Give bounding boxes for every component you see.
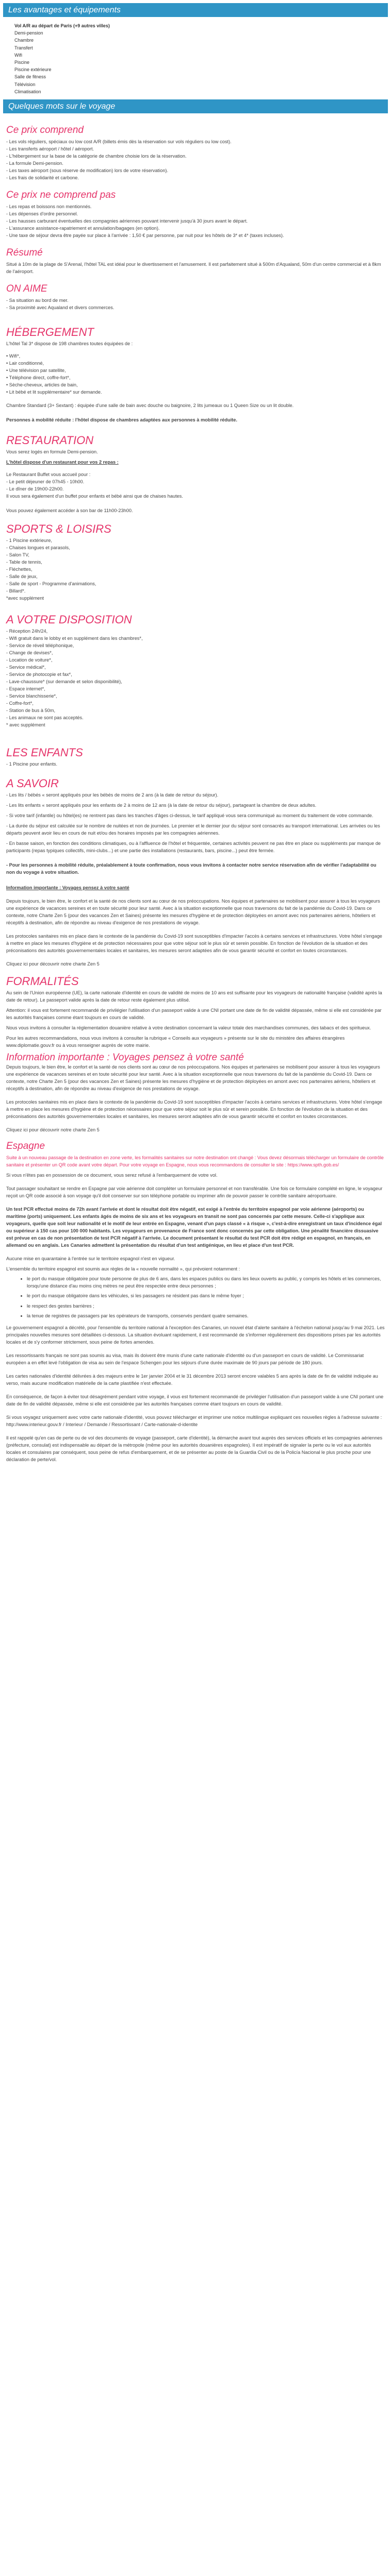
espagne-p4: Un test PCR effectué moins de 72h avant l'arrivée et dont le résultat doit être négatif, est exigé à l'entrée du territoire espagnol par voie aérienne (aéroports) ou maritime (ports) uniquement. Les enfants âgés de moins de six ans et les voyageurs en transit ne sont pas concernés par cette mesure. Celle-ci s'applique aux voyageurs, quelle que soit leur nationalité et le motif de leur entrée en Espagne, venant d'un pays classé « à risque », c'est-à-dire enregistrant un taux d'incidence égal ou supérieur à 150 cas pour 100 000 habitants. Les voyageurs en provenance de France sont donc concernés par cette obligation. Une pénalité financière dissuasive est prévue en cas de non présentation de test PCR négatif à l'arrivée. Le document présentant le résultat du test PCR doit être rédigé en espagnol, en français, en allemand ou en anglais. Les Canaries admettent la présentation du résultat d'un test antigénique, en lieu et place d'un test PCR. [6,1207,382,1248]
prix-compris-line: - Les transferts aéroport / hôtel / aéroport. [6,146,94,152]
prix-non-line: - Les hausses carburant éventuelles des compagnies aériennes pouvant intervenir jusqu'à 30 jours avant le départ. [6,218,248,224]
espagne-p9: Les cartes nationales d'identité délivrées à des majeurs entre le 1er janvier 2004 et le 31 décembre 2013 seront encore valables 5 ans après la date de fin de validité indiquée au verso, mais aucune modification matérielle de la carte plastifiée n'est effectuée. [6,1373,378,1386]
equipement-item: Télévision [14,81,36,87]
restauration-line: - Le dîner de 19h00-22h00. [6,486,64,492]
espagne-p5: Aucune mise en quarantaine à l'entrée sur le territoire espagnol n'est en vigueur. [6,1256,175,1262]
equipements-block [0,17,391,98]
prix-non-title: Ce prix ne comprend pas [6,190,116,201]
section-title-equipements: Les avantages et équipements [3,3,388,17]
restauration-bar: Vous pouvez également accéder à son bar de 11h00-23h00. [6,508,133,514]
equipement-item: Wifi [14,52,22,58]
formalites-title: FORMALITÉS [6,975,79,988]
on-aime-list [6,297,385,311]
voyages-charte-link[interactable]: Cliquez ici pour découvrir notre charte Zen 5 [6,961,100,967]
disposition-line: - Service de photocopie et fax*, [6,672,72,677]
page [0,3,391,1469]
enfants-text: - 1 Piscine pour enfants. [6,761,58,767]
savoir-p2: - Les lits enfants « seront appliqués pour les enfants de 2 à moins de 12 ans (à la date de retour du séjour), partageant la chambre de deux adultes. [6,803,317,808]
savoir-p6: - Pour les personnes à mobilité réduite, préalablement à toute confirmation, nous vous invitons à contacter notre service réservation afin de vérifier l'adaptabilité ou non du voyage à votre situation. [6,862,377,875]
disposition-line: - Location de voiture*, [6,657,53,663]
restauration-line: - Le petit déjeuner de 07h45 - 10h00. [6,479,85,485]
espagne-p7: Le gouvernement espagnol a décrété, pour l'ensemble du territoire national à l'exception des Canaries, un nouvel état d'alerte sanitaire à l'échelon national jusqu'au 9 mai 2021. Les principales nouvelles mesures sont détaillées ci-dessous. La situation évoluant rapidement, il est recommandé de s'informer régulièrement des dispositions prises par les autorités locales et de s'y conformer strictement, sous peine de fortes amendes. [6,1325,385,1345]
espagne-bullet: • le port du masque obligatoire dans les véhicules, si les passagers ne résident pas dans le même foyer ; [27,1293,385,1300]
hebergement-title: HÉBERGEMENT [6,326,94,339]
espagne-p3: Tout passager souhaitant se rendre en Espagne par voie aérienne doit compléter un formulaire personnel et non transférable. Une fois ce formulaire complété en ligne, le voyageur reçoit un QR code associé à son voyage qu'il doit conserver sur son téléphone portable ou imprimer afin de pouvoir passer le contrôle sanitaire aéroportuaire. [6,1186,383,1199]
disposition-line: - Station de bus à 50m, [6,708,55,714]
espagne-p12: Il est rappelé qu'en cas de perte ou de vol des documents de voyage (passeport, carte d'identité), la démarche avant tout auprès des services officiels et les compagnies aériennes (préfecture, consulat) est indispensable au départ de la métropole (même pour les autorités douanières espagnoles). Il est impératif de signaler la perte ou le vol aux autorités locales et consulaires par conséquent, sous peine de refus d'embarquement, et de se présenter au poste de la Guardia Civil ou de la Policía Nacional le plus proche pour une déclaration de perte/vol. [6,1435,383,1462]
prix-non-line: - Les repas et boissons non mentionnés. [6,204,92,210]
espagne-bullet: • la tenue de registres de passagers par les opérateurs de transports, conservés pendant quatre semaines. [27,1313,385,1320]
restauration-lines [6,471,385,500]
equipements-list [6,22,385,95]
enfants-title: LES ENFANTS [6,746,83,759]
disposition-line: - Lave-chaussure* (sur demande et selon disponibilité), [6,679,122,685]
espagne-p2: Si vous n'êtes pas en possession de ce document, vous serez refusé à l'embarquement de votre vol. [6,1173,218,1178]
disposition-line: * avec supplément [6,722,45,728]
hebergement-item: • Téléphone direct, coffre-fort*, [6,375,71,381]
on-aime-line: - Sa situation au bord de mer. [6,298,69,303]
sports-line: - Table de tennis, [6,560,42,565]
sports-lines [6,537,385,602]
restauration-title: RESTAURATION [6,434,94,447]
sports-title: SPORTS & LOISIRS [6,522,111,536]
equipement-item: Climatisation [14,89,41,94]
hebergement-mobilite: Personnes à mobilité réduite : l'hôtel dispose de chambres adaptées aux personnes à mobilité réduite. [6,417,237,423]
formalites-p3: Nous vous invitons à consulter la réglementation douanière relative à votre destination concernant la valeur totale des marchandises communes, des tabacs et des spiritueux. [6,1025,371,1031]
voyages-title: Information importante : Voyages pensez à votre santé [6,885,129,891]
savoir-p3: - Si votre tarif (infantile) ou hôtel(es) ne rentrent pas dans les tranches d'âges ci-dessus, le tarif appliqué vous sera communiqué au moment du traitement de votre commande. [6,813,373,819]
sports-line: - Chaises longues et parasols, [6,545,70,551]
equipement-item: Transfert [14,45,33,50]
disposition-lines [6,628,385,728]
disposition-line: - Service de réveil téléphonique, [6,643,74,649]
savoir-p1: - Les lits / bébés « seront appliqués pour les bébés de moins de 2 ans (à la date de retour du séjour). [6,792,219,798]
prix-non-list [6,203,385,239]
restauration-line: Il vous sera également d'un buffet pour enfants et bébé ainsi que de chaises hautes. [6,494,183,499]
hebergement-item: • Wifi*, [6,353,21,359]
resume-text: Situé à 10m de la plage de S'Arenal, l'hôtel TAL est idéal pour le divertissement et l'amusement. Il est parfaitement situé à 500m d'Aqualand, 50m d'un centre commercial et à 8km de l'aéroport. [6,262,381,275]
savoir-title: A SAVOIR [6,777,59,790]
on-aime-line: - Sa proximité avec Aqualand et divers commerces. [6,305,115,311]
equipement-item: Chambre [14,38,34,43]
espagne-title: Espagne [6,1141,45,1152]
hebergement-item: • Lair conditionné, [6,361,44,366]
prix-non-line: - Les dépenses d'ordre personnel. [6,211,78,217]
sports-line: - Fléchettes, [6,567,32,572]
savoir-p5: - En basse saison, en fonction des conditions climatiques, ou à l'affluence de l'hôtel et fréquentée, certaines activités peuvent ne pas être en place ou suppléments par manque de participants (repas typiques collectifs, mini-clubs...) et une partie des installations (restaurants, bars, piscine...) peut être fermée. [6,841,381,854]
equipement-item: Piscine [14,60,30,65]
sports-line: - Billard*. [6,588,26,594]
equipement-item: Piscine extérieure [14,67,52,73]
voyages-p2: Les protocoles sanitaires mis en place dans le contexte de la pandémie du Covid-19 sont susceptibles d'impacter l'accès à certains services et infrastructures. Votre hôtel s'engage à mettre en place les mesures d'hygiène et de protection nécessaires pour que votre séjour soit le plus sûr et serein possible. En fonction de l'évolution de la situation et des préconisations des autorités gouvernementales locales et sanitaires, les mesures seront adaptées afin de vous garantir sécurité et confort en toutes circonstances. [6,934,382,954]
hebergement-item: • Lit bébé et lit supplémentaire* sur demande. [6,389,102,395]
sante-p2: Les protocoles sanitaires mis en place dans le contexte de la pandémie du Covid-19 sont susceptibles d'impacter l'accès à certains services et infrastructures. Votre hôtel s'engage à mettre en place les mesures d'hygiène et de protection nécessaires pour que votre séjour soit le plus sûr et serein possible. En fonction de l'évolution de la situation et des préconisations des autorités gouvernementales locales et sanitaires, les mesures seront adaptées afin de vous garantir sécurité et confort en toutes circonstances. [6,1099,382,1120]
formalites-p2: Attention: il vous est fortement recommandé de privilégier l'utilisation d'un passeport valide à une CNI portant une date de fin de validité dépassée, même si elle est considérée par les autorités françaises comme étant toujours en cours de validité. [6,1008,382,1021]
savoir-p4: - La durée du séjour est calculée sur le nombre de nuitées et non de journées. Le premier et le dernier jour du séjour sont consacrés au transport international. Les arrivées ou les départs peuvent avoir lieu en cours de nuit et/ou des horaires imposés par les compagnies aériennes. [6,823,380,836]
espagne-p10: En conséquence, de façon à éviter tout désagrément pendant votre voyage, il vous est fortement recommandé de privilégier l'utilisation d'un passeport valide à une CNI portant une date de fin de validité dépassée, même si elle est considérée par les autorités françaises comme étant toujours en cours de validité. [6,1394,384,1406]
prix-compris-line: - Les taxes aéroport (sous réserve de modification) lors de votre réservation). [6,168,169,174]
espagne-p1: Suite à un nouveau passage de la destination en zone verte, les formalités sanitaires sur notre destination ont changé : Vous devez désormais télécharger un formulaire de contrôle sanitaire et présenter un QR code avant votre départ. Pour votre voyage en Espagne, nous vous recommandons de consulter le site : https://www.spth.gob.es/ [6,1155,384,1168]
disposition-line: - Espace internet*, [6,686,45,692]
disposition-line: - Service blanchisserie*, [6,693,57,699]
restauration-proposes: L'hôtel dispose d'un restaurant pour vos 2 repas : [6,460,119,465]
espagne-bullet: • le respect des gestes barrières ; [27,1303,385,1310]
formalites-p4: Pour les autres recommandations, nous vous invitons à consulter la rubrique « Conseils aux voyageurs » présente sur le site du ministère des affaires étrangères www.diplomatie.gouv.fr ou à vous renseigner auprès de votre mairie. [6,1036,345,1048]
prix-compris-line: - L'hébergement sur la base de la catégorie de chambre choisie lors de la réservation. [6,154,187,159]
hebergement-intro: L'hôtel Tal 3* dispose de 198 chambres toutes équipées de : [6,341,133,347]
prix-compris-title: Ce prix comprend [6,125,84,136]
disposition-line: - Change de devises*, [6,650,53,656]
sports-line: - Salle de sport - Programme d'animations, [6,581,96,587]
sante-title: Information importante : Voyages pensez à votre santé [6,1052,244,1063]
on-aime-title: ON AIME [6,283,47,295]
resume-title: Résumé [6,247,43,259]
hebergement-standard: Chambre Standard (3+ Sextant) : équipée d'une salle de bain avec douche ou baignoire, 2 lits jumeaux ou 1 Queen Size ou un lit double. [6,403,294,409]
hebergement-item: • Une télévision par satellite, [6,368,66,374]
sports-line: - 1 Piscine extérieure, [6,538,52,544]
disposition-line: - Service médical*, [6,665,46,670]
equipement-item: Salle de fitness [14,74,46,80]
equipement-item: Vol A/R au départ de Paris (+9 autres villes) [14,23,110,28]
disposition-line: - Coffre-fort*, [6,701,34,706]
sante-p1: Depuis toujours, le bien être, le confort et la santé de nos clients sont au cœur de nos préoccupations. Nos équipes et partenaires se mobilisent pour assurer à tous les voyageurs une expérience de vacances sereines et en toute sécurité pour leur santé. Avec à la situation exceptionnelle que nous traversons du fait de la pandémie du Covid-19. Dans ce contexte, notre Charte Zen 5 (pour des vacances Zen et Saines) présente les mesures d'hygiène et de protection déployées en amont avec nos partenaires aériens, hôteliers et réceptifs à destination, afin de répondre au niveau d'exigence de nos prestations de voyage. [6,1064,380,1092]
prix-compris-line: - Les vols réguliers, spéciaux ou low cost A/R (billets émis dès la réservation sur vols réguliers ou low cost). [6,139,232,145]
prix-compris-line: - La formule Demi-pension. [6,161,63,166]
prix-non-line: - L'assurance assistance-rapatriement et annulation/bagages (en option). [6,226,160,231]
section-title-voyage: Quelques mots sur le voyage [3,99,388,113]
disposition-line: - Réception 24h/24, [6,629,48,634]
prix-compris-line: - Les frais de solidarité et carbone. [6,175,79,181]
voyages-p1: Depuis toujours, le bien être, le confort et la santé de nos clients sont au cœur de nos préoccupations. Nos équipes et partenaires se mobilisent pour assurer à tous les voyageurs une expérience de vacances sereines et en toute sécurité pour leur santé. Avec à la situation exceptionnelle que nous traversons du fait de la pandémie du Covid-19. Dans ce contexte, notre Charte Zen 5 (pour des vacances Zen et Saines) présente les mesures d'hygiène et de protection déployées en amont avec nos partenaires aériens, hôteliers et réceptifs à destination, afin de répondre au niveau d'exigence de nos prestations de voyage. [6,899,380,926]
sports-line: - Salle de jeux, [6,574,38,580]
espagne-bullet: • le port du masque obligatoire pour toute personne de plus de 6 ans, dans les espaces publics ou dans les lieux ouverts au public, y compris les hôtels et les commerces, lorsqu'une distance d'au moins cinq mètres ne peut être respectée entre deux personnes ; [27,1276,385,1290]
prix-compris-list [6,138,385,181]
formalites-p1: Au sein de l'Union européenne (UE), la carte nationale d'identité en cours de validité de moins de 10 ans est suffisante pour les voyageurs de nationalité française (validité après la date de retour). Le passeport valide après la date de retour reste également plus utilisé. [6,990,382,1003]
equipement-item: Demi-pension [14,30,43,36]
sports-line: *avec supplément [6,596,44,601]
prix-non-line: - Une taxe de séjour devra être payée sur place à l'arrivée : 1,50 € par personne, par nuit pour les hôtels de 3* et 4* (taxes incluses). [6,233,284,239]
sante-charte-link[interactable]: Cliquez ici pour découvrir notre charte Zen 5 [6,1127,100,1133]
espagne-p8: Les ressortissants français ne sont pas soumis au visa, mais ils doivent être munis d'une carte nationale d'identité ou d'un passeport en cours de validité. Le Commissariat européen a en effet levé l'obligation de visa au sein de l'espace Schengen pour les séjours d'une durée maximale de 90 jours par période de 180 jours. [6,1352,364,1365]
disposition-title: A VOTRE DISPOSITION [6,613,132,626]
hebergement-item: • Sèche-cheveux, articles de bain, [6,382,78,388]
restauration-line: Le Restaurant Buffet vous accueil pour : [6,472,91,478]
espagne-p11: Si vous voyagez uniquement avec votre carte nationale d'identité, vous pouvez télécharger et imprimer une notice multilingue expliquant ces nouvelles règles à l'adresse suivante : http://www.interieur.gouv.fr / Interieur / Demande / Ressortissant / Carte-nationale-d-identite [6,1414,382,1427]
hebergement-items [6,352,385,396]
espagne-bullets [27,1276,385,1320]
restauration-intro: Vous serez logés en formule Demi-pension. [6,449,98,455]
sports-line: - Salon TV, [6,552,29,558]
voyage-content [0,113,391,1469]
disposition-line: - Wifi gratuit dans le lobby et en supplément dans les chambres*, [6,636,143,641]
disposition-line: - Les animaux ne sont pas acceptés. [6,715,84,721]
espagne-p6: L'ensemble du territoire espagnol est soumis aux règles de la « nouvelle normalité », qui prévoient notamment : [6,1266,240,1272]
